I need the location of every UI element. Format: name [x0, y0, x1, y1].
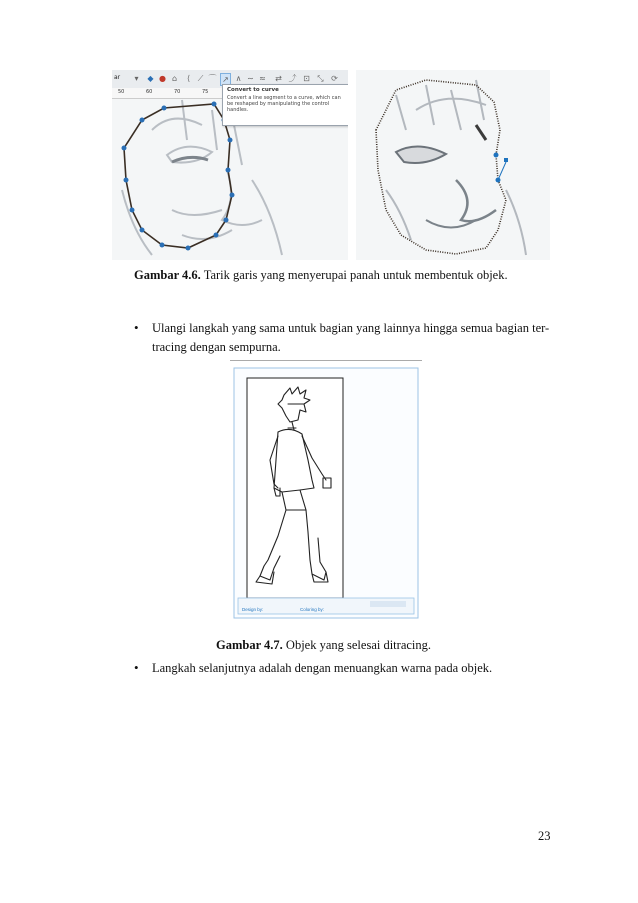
bullet-symbol: •: [134, 320, 139, 335]
extend-curve-icon[interactable]: ⤴: [288, 74, 297, 83]
sheet-coloring-label: Coloring by:: [300, 607, 325, 612]
bullet-2-text: Langkah selanjutnya adalah dengan menuangkan warna pada objek.: [152, 661, 493, 675]
extract-subpath-icon[interactable]: ⊡: [303, 74, 310, 83]
bullet-symbol: •: [134, 660, 139, 675]
stretch-icon[interactable]: ⤡: [317, 74, 324, 83]
ruler-tick: 50: [118, 89, 125, 95]
figure-4-6-caption: [134, 267, 508, 283]
screenshot-corel-tracing: [112, 70, 348, 260]
dropdown-icon[interactable]: ▾: [134, 74, 139, 83]
ruler-tick: 60: [146, 89, 153, 95]
traced-character-sheet: [230, 360, 422, 622]
caption-text: Objek yang selesai ditracing.: [282, 638, 432, 652]
bullet-1-line-2: tracing dengan sempurna.: [152, 340, 281, 354]
toolbar-font-label: ar: [114, 74, 121, 81]
ruler-tick: 75: [202, 89, 209, 95]
caption-label: Gambar 4.7.: [216, 638, 283, 652]
rotate-icon[interactable]: ⟳: [331, 74, 338, 83]
caption-text: Tarik garis yang menyerupai panah untuk membentuk objek.: [200, 268, 508, 282]
node-delete-icon[interactable]: ●: [159, 74, 166, 83]
page-number: 23: [538, 829, 551, 843]
convert-line-icon[interactable]: ⟋: [197, 74, 204, 83]
break-curve-icon[interactable]: ⟨: [186, 74, 191, 83]
ruler-tick: 70: [174, 89, 181, 95]
tooltip-body: Convert a line segment to a curve, which can be reshaped by manipulating the control handles.: [227, 95, 341, 113]
bullet-1-line-1: Ulangi langkah yang sama untuk bagian yang lainnya hingga semua bagian ter-: [152, 321, 550, 335]
symmetric-node-icon[interactable]: ≈: [259, 74, 266, 83]
cusp-node-icon[interactable]: ∧: [235, 74, 242, 83]
reverse-direction-icon[interactable]: ⇄: [275, 74, 282, 83]
tooltip-title: Convert to curve: [227, 87, 279, 93]
screenshot-trace-result: [356, 70, 550, 260]
tooltip-convert-to-curve: [222, 84, 348, 126]
figure-4-6: [112, 70, 550, 260]
smooth-node-icon[interactable]: ∼: [247, 74, 254, 83]
convert-to-curve-icon[interactable]: ↗: [220, 73, 231, 86]
convert-curve-icon[interactable]: ⌒: [208, 74, 217, 83]
join-nodes-icon[interactable]: ⌂: [171, 74, 178, 83]
node-add-icon[interactable]: ◆: [147, 74, 154, 83]
caption-label: Gambar 4.6.: [134, 268, 201, 282]
face-sketch-right: [356, 70, 550, 260]
sheet-design-label: Design by:: [242, 607, 264, 612]
figure-4-7: [230, 360, 422, 622]
figure-4-7-caption: [216, 637, 431, 653]
